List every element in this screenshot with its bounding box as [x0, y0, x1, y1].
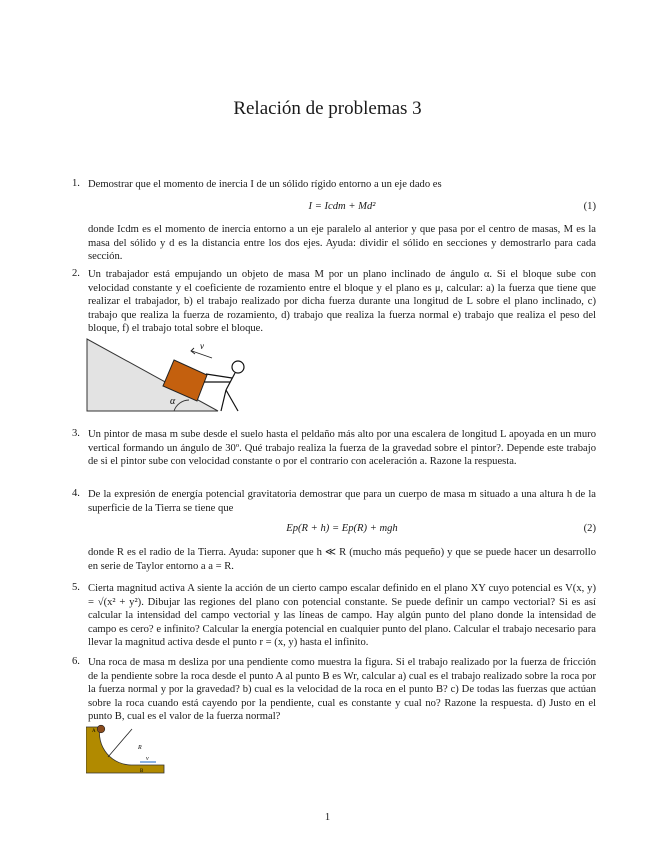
- angle-label: α: [170, 396, 176, 407]
- page-number: 1: [324, 812, 331, 823]
- problem-number-6: 6.: [72, 656, 80, 667]
- velocity-label: v: [200, 341, 204, 351]
- point-b-label: B: [140, 769, 144, 774]
- velocity-arrow: [192, 351, 212, 358]
- problem-text-4: De la expresión de energía potencial gravitatoria demostrar que para un cuerpo de masa m situado a una altura h de la superficie de la Tierra se tiene que: [88, 489, 596, 514]
- equation-1-body: I = Icdm + Md²: [308, 201, 376, 212]
- problem-text-1: Demostrar que el momento de inercia I de un sólido rígido entorno a un eje dado es: [88, 179, 442, 190]
- radius-line: [108, 729, 132, 757]
- problem-number-2: 2.: [72, 268, 80, 279]
- problem-text-3: Un pintor de masa m sube desde el suelo hasta el peldaño más alto por una escalera de longitud L apoyada en un muro vertical formando un ángulo de 30º. Qué trabajo realiza la fuerza de la gravedad sobre el pintor?. Depende este trabajo de si el pintor sube con velocidad constante o por el contrario con aceleración a. Razone la respuesta.: [88, 429, 596, 468]
- incline-figure: [86, 338, 254, 414]
- problem-text-2: Un trabajador está empujando un objeto de masa M por un plano inclinado de ángulo α. Si el bloque sube con velocidad constante y el coeficiente de rozamiento entre el bloque y el plano es μ, calcular: a) la fuerza que tiene que realizar el trabajador, b) el trabajo realizado por dicha fuerza durante una longitud de L sobre el plano inclinado, c) trabajo que realiza la fuerza de rozamiento, d) trabajo que realiza la fuerza normal e) trabajo que realiza el peso del bloque, f) el trabajo total sobre el bloque.: [88, 269, 596, 335]
- problem-after-1: donde Icdm es el momento de inercia entorno a un eje paralelo al anterior y que pasa por el centro de masas, M es la masa del sólido y d es la distancia entre los dos ejes. Ayuda: dividir el sólido en secciones y demostrarlo para cada sección.: [88, 224, 596, 263]
- equation-1-tag: (1): [583, 201, 596, 212]
- problem-text-5: Cierta magnitud activa A siente la acción de un cierto campo escalar definido en el plano XY cuyo potencial es V(x, y) = √(x² + y²). Dibujar las regiones del plano con potencial constante. Se puede definir un campo vectorial? Si es así calcular la intensidad del campo vectorial y las líneas de campo. Hay algún punto del plano donde la intensidad de campo es cero? e infinito? Calcular la energía potencial en cualquier punto del plano. Calcular el trabajo necesario para llevar la magnitud activa desde el punto r = (x, y) hasta el infinito.: [88, 583, 596, 649]
- problem-after-4: donde R es el radio de la Tierra. Ayuda: suponer que h ≪ R (mucho más pequeño) y que se puede hacer un desarrollo en serie de Taylor entorno a a = R.: [88, 547, 596, 572]
- problem-number-4: 4.: [72, 488, 80, 499]
- velocity-label-b: v: [146, 756, 149, 762]
- rock: [97, 725, 105, 733]
- slope-figure: [86, 723, 166, 775]
- problem-number-1: 1.: [72, 178, 80, 189]
- problem-number-3: 3.: [72, 428, 80, 439]
- slope-ground: [86, 727, 164, 773]
- problem-number-5: 5.: [72, 582, 80, 593]
- problem-text-6: Una roca de masa m desliza por una pendiente como muestra la figura. Si el trabajo realizado por la fuerza de fricción de la pendiente sobre la roca desde el punto A al punto B es Wr, calcular a) cual es el trabajo realizado sobre la roca por la fuerza normal y por la gravedad? b) cual es la velocidad de la roca en el punto B? c) De todas las fuerzas que actúan sobre la roca cuando está cayendo por la pendiente, cual es constante y cual no? Razone la respuesta. d) Justo en el punto B, cual es el valor de la fuerza normal?: [88, 657, 596, 723]
- equation-2-tag: (2): [583, 523, 596, 534]
- equation-2-body: Ep(R + h) = Ep(R) + mgh: [286, 523, 398, 534]
- page-title: Relación de problemas 3: [233, 98, 422, 119]
- radius-label: R: [138, 745, 142, 751]
- worker-figure: [204, 361, 244, 411]
- point-a-label: A: [92, 729, 96, 734]
